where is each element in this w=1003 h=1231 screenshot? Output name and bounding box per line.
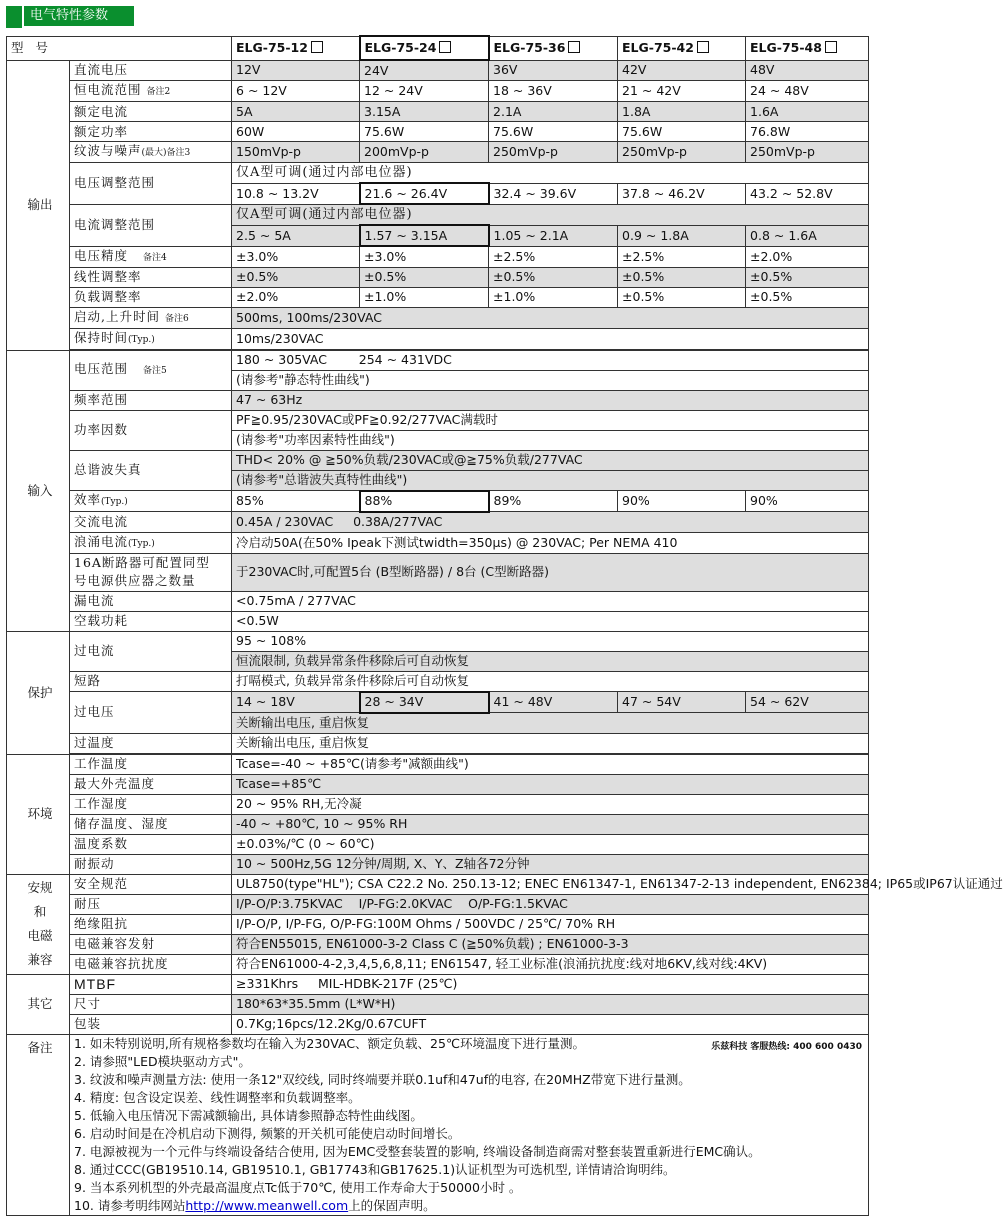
category-notes: 备注 bbox=[7, 1034, 70, 1215]
item-label: 温度系数 bbox=[70, 834, 232, 854]
table-row bbox=[7, 954, 869, 974]
value-cell: <0.5W bbox=[232, 611, 869, 631]
value-cell: 250mVp-p bbox=[746, 142, 869, 163]
table-row bbox=[7, 122, 869, 142]
value-cell: 76.8W bbox=[746, 122, 869, 142]
sub-note: 仅A型可调(通过内部电位器) bbox=[232, 163, 869, 184]
section-header bbox=[6, 6, 134, 28]
value-cell: 3.15A bbox=[360, 102, 489, 122]
meanwell-link[interactable]: http://www.meanwell.com bbox=[185, 1197, 349, 1213]
value-cell: 5A bbox=[232, 102, 360, 122]
note-line: 8. 通过CCC(GB19510.14, GB19510.1, GB17743和GB17625.1)认证机型为可选机型, 详情请洽询明纬。 bbox=[74, 1161, 676, 1177]
note-line: 4. 精度: 包含设定误差、线性调整率和负载调整率。 bbox=[74, 1089, 361, 1105]
value-cell: ±0.5% bbox=[746, 287, 869, 307]
value-cell: 500ms, 100ms/230VAC bbox=[232, 307, 869, 328]
item-label: 电磁兼容抗扰度 bbox=[70, 954, 232, 974]
table-row bbox=[7, 854, 869, 874]
table-row bbox=[7, 390, 869, 410]
checkbox-icon[interactable] bbox=[311, 41, 323, 53]
value-cell: 0.7Kg;16pcs/12.2Kg/0.67CUFT bbox=[232, 1014, 869, 1034]
value-cell: I/P-O/P:3.75KVAC I/P-FG:2.0KVAC O/P-FG:1.5KVAC bbox=[232, 894, 869, 914]
table-row bbox=[7, 410, 869, 430]
item-label: 浪涌电流(Typ.) bbox=[70, 532, 232, 553]
value-cell: 24V bbox=[360, 60, 489, 81]
item-label: 工作湿度 bbox=[70, 794, 232, 814]
category-output: 输出 bbox=[7, 60, 70, 350]
spec-table bbox=[6, 35, 1003, 1216]
item-label: 储存温度、湿度 bbox=[70, 814, 232, 834]
value-cell: 1.8A bbox=[618, 102, 746, 122]
value-cell: 89% bbox=[489, 491, 618, 512]
value-cell: 1.05 ~ 2.1A bbox=[489, 225, 618, 246]
value-cell: Tcase=+85℃ bbox=[232, 774, 869, 794]
checkbox-icon[interactable] bbox=[825, 41, 837, 53]
section-title: 电气特性参数 bbox=[24, 6, 134, 26]
category-others: 其它 bbox=[7, 974, 70, 1034]
table-row bbox=[7, 754, 869, 774]
value-cell: 10 ~ 500Hz,5G 12分钟/周期, X、Y、Z轴各72分钟 bbox=[232, 854, 869, 874]
value-cell: 符合EN55015, EN61000-3-2 Class C (≧50%负载) ; EN61000-3-3 bbox=[232, 934, 869, 954]
item-label: 绝缘阻抗 bbox=[70, 914, 232, 934]
value-cell: 关断输出电压, 重启恢复 bbox=[232, 713, 869, 734]
value-cell: 75.6W bbox=[360, 122, 489, 142]
table-row bbox=[7, 874, 869, 894]
item-label: 最大外壳温度 bbox=[70, 774, 232, 794]
item-label: 线性调整率 bbox=[70, 267, 232, 287]
item-label: 总谐波失真 bbox=[70, 450, 232, 491]
table-row bbox=[7, 1034, 869, 1215]
value-cell: <0.75mA / 277VAC bbox=[232, 591, 869, 611]
value-cell: ±1.0% bbox=[360, 287, 489, 307]
value-cell: ±0.5% bbox=[232, 267, 360, 287]
value-cell: 10ms/230VAC bbox=[232, 328, 869, 349]
value-cell: ≥331Khrs MIL-HDBK-217F (25℃) bbox=[232, 974, 869, 994]
item-label: 保持时间(Typ.) bbox=[70, 328, 232, 349]
model-cell[interactable]: ELG-75-36 bbox=[489, 36, 618, 60]
value-cell: 54 ~ 62V bbox=[746, 692, 869, 713]
model-row bbox=[7, 36, 869, 60]
value-cell: 48V bbox=[746, 60, 869, 81]
item-label: 电磁兼容发射 bbox=[70, 934, 232, 954]
item-label: 频率范围 bbox=[70, 390, 232, 410]
value-cell: 250mVp-p bbox=[618, 142, 746, 163]
category-environment: 环境 bbox=[7, 754, 70, 874]
note-line: 1. 如未特别说明,所有规格参数均在输入为230VAC、额定负载、25℃环境温度下进行量测。 bbox=[74, 1035, 585, 1051]
table-row bbox=[7, 974, 869, 994]
value-cell: PF≧0.95/230VAC或PF≧0.92/277VAC满载时 bbox=[232, 410, 869, 430]
model-label: 型 号 bbox=[7, 36, 232, 60]
item-label: 电流调整范围 bbox=[70, 204, 232, 246]
value-cell: 于230VAC时,可配置5台 (B型断路器) / 8台 (C型断路器) bbox=[232, 553, 869, 591]
category-input: 输入 bbox=[7, 350, 70, 631]
table-row bbox=[7, 491, 869, 512]
value-cell: 恒流限制, 负载异常条件移除后可自动恢复 bbox=[232, 651, 869, 671]
item-label: 电压范围 备注5 bbox=[70, 350, 232, 390]
item-label: 额定功率 bbox=[70, 122, 232, 142]
table-row bbox=[7, 894, 869, 914]
item-label: 负载调整率 bbox=[70, 287, 232, 307]
value-cell: ±3.0% bbox=[232, 246, 360, 267]
table-row bbox=[7, 671, 869, 692]
note-line: 10. 请参考明纬网站http://www.meanwell.com上的保固声明。 bbox=[74, 1197, 436, 1213]
model-cell[interactable]: ELG-75-24 bbox=[360, 36, 489, 60]
value-cell: 32.4 ~ 39.6V bbox=[489, 183, 618, 204]
value-cell: 90% bbox=[746, 491, 869, 512]
table-row bbox=[7, 512, 869, 533]
value-cell: 6 ~ 12V bbox=[232, 81, 360, 102]
item-label: 过电流 bbox=[70, 631, 232, 671]
value-cell: ±0.5% bbox=[746, 267, 869, 287]
value-cell: 符合EN61000-4-2,3,4,5,6,8,11; EN61547, 轻工业标准(浪涌抗扰度:线对地6KV,线对线:4KV) bbox=[232, 954, 869, 974]
value-cell: 打嗝模式, 负载异常条件移除后可自动恢复 bbox=[232, 671, 869, 692]
value-cell: 47 ~ 63Hz bbox=[232, 390, 869, 410]
value-cell: 0.8 ~ 1.6A bbox=[746, 225, 869, 246]
value-cell: THD< 20% @ ≧50%负载/230VAC或@≧75%负载/277VAC bbox=[232, 450, 869, 470]
table-row bbox=[7, 204, 869, 225]
item-label: 耐压 bbox=[70, 894, 232, 914]
table-row bbox=[7, 692, 869, 713]
table-row bbox=[7, 267, 869, 287]
value-cell: ±0.5% bbox=[360, 267, 489, 287]
table-row bbox=[7, 328, 869, 349]
item-label: 电压调整范围 bbox=[70, 163, 232, 205]
value-cell: ±0.03%/℃ (0 ~ 60℃) bbox=[232, 834, 869, 854]
model-cell[interactable]: ELG-75-12 bbox=[232, 36, 360, 60]
value-cell: 90% bbox=[618, 491, 746, 512]
table-row bbox=[7, 102, 869, 122]
item-label: 过温度 bbox=[70, 733, 232, 753]
notes-block bbox=[70, 1034, 869, 1215]
note-line: 5. 低输入电压情况下需减额输出, 具体请参照静态特性曲线图。 bbox=[74, 1107, 423, 1123]
value-cell: 85% bbox=[232, 491, 360, 512]
note-line: 7. 电源被视为一个元件与终端设备结合使用, 因为EMC受整套装置的影响, 终端设备制造商需对整套装置重新进行EMC确认。 bbox=[74, 1143, 761, 1159]
table-row bbox=[7, 163, 869, 184]
table-row bbox=[7, 287, 869, 307]
value-cell: Tcase=-40 ~ +85℃(请参考"减额曲线") bbox=[232, 754, 869, 774]
model-cell[interactable]: ELG-75-48 bbox=[746, 36, 869, 60]
value-cell: ±0.5% bbox=[618, 267, 746, 287]
value-cell: 10.8 ~ 13.2V bbox=[232, 183, 360, 204]
checkbox-icon[interactable] bbox=[439, 41, 451, 53]
value-cell: 180*63*35.5mm (L*W*H) bbox=[232, 994, 869, 1014]
item-label: 包装 bbox=[70, 1014, 232, 1034]
value-cell: 关断输出电压, 重启恢复 bbox=[232, 733, 869, 753]
item-label: 额定电流 bbox=[70, 102, 232, 122]
item-label: MTBF bbox=[70, 974, 232, 994]
value-cell: 42V bbox=[618, 60, 746, 81]
note-line: 6. 启动时间是在冷机启动下测得, 频繁的开关机可能使启动时间增长。 bbox=[74, 1125, 461, 1141]
value-cell: (请参考"总谐波失真特性曲线") bbox=[232, 470, 869, 491]
value-cell: ±0.5% bbox=[489, 267, 618, 287]
value-cell: 180 ~ 305VAC 254 ~ 431VDC bbox=[232, 350, 869, 370]
value-cell: 60W bbox=[232, 122, 360, 142]
value-cell: UL8750(type"HL"); CSA C22.2 No. 250.13-12; ENEC EN61347-1, EN61347-2-13 independent, EN62384; IP65或IP67认证通过 bbox=[232, 874, 869, 894]
item-label: 安全规范 bbox=[70, 874, 232, 894]
value-cell: ±3.0% bbox=[360, 246, 489, 267]
value-cell: ±2.0% bbox=[746, 246, 869, 267]
value-cell: 21 ~ 42V bbox=[618, 81, 746, 102]
table-row bbox=[7, 81, 869, 102]
value-cell: 88% bbox=[360, 491, 489, 512]
table-row bbox=[7, 733, 869, 753]
value-cell: 41 ~ 48V bbox=[489, 692, 618, 713]
item-label: 工作温度 bbox=[70, 754, 232, 774]
item-label: 耐振动 bbox=[70, 854, 232, 874]
checkbox-icon[interactable] bbox=[697, 41, 709, 53]
value-cell: 200mVp-p bbox=[360, 142, 489, 163]
value-cell: 0.9 ~ 1.8A bbox=[618, 225, 746, 246]
value-cell: 28 ~ 34V bbox=[360, 692, 489, 713]
item-label: 启动,上升时间 备注6 bbox=[70, 307, 232, 328]
item-label: 效率(Typ.) bbox=[70, 491, 232, 512]
value-cell: (请参考"静态特性曲线") bbox=[232, 370, 869, 390]
table-row bbox=[7, 774, 869, 794]
sub-note: 仅A型可调(通过内部电位器) bbox=[232, 204, 869, 225]
value-cell: 冷启动50A(在50% Ipeak下测试twidth=350µs) @ 230VAC; Per NEMA 410 bbox=[232, 532, 869, 553]
table-row bbox=[7, 553, 869, 591]
value-cell: 95 ~ 108% bbox=[232, 631, 869, 651]
hotline: 乐兹科技 客服热线: 400 600 0430 bbox=[711, 1041, 863, 1052]
section-marker-icon bbox=[6, 6, 22, 28]
table-row bbox=[7, 60, 869, 81]
table-row bbox=[7, 794, 869, 814]
item-label: 直流电压 bbox=[70, 60, 232, 81]
table-row bbox=[7, 994, 869, 1014]
table-row bbox=[7, 591, 869, 611]
item-label: 短路 bbox=[70, 671, 232, 692]
value-cell: 250mVp-p bbox=[489, 142, 618, 163]
checkbox-icon[interactable] bbox=[568, 41, 580, 53]
item-label: 电压精度 备注4 bbox=[70, 246, 232, 267]
note-line: 3. 纹波和噪声测量方法: 使用一条12"双绞线, 同时终端要并联0.1uf和47uf的电容, 在20MHZ带宽下进行量测。 bbox=[74, 1071, 691, 1087]
note-line: 9. 当本系列机型的外壳最高温度点Tc低于70℃, 使用工作寿命大于50000小时 。 bbox=[74, 1179, 522, 1195]
item-label: 过电压 bbox=[70, 692, 232, 734]
item-label: 恒电流范围 备注2 bbox=[70, 81, 232, 102]
table-row bbox=[7, 450, 869, 470]
table-row bbox=[7, 834, 869, 854]
value-cell: 14 ~ 18V bbox=[232, 692, 360, 713]
table-row bbox=[7, 350, 869, 370]
value-cell: 0.45A / 230VAC 0.38A/277VAC bbox=[232, 512, 869, 533]
value-cell: 20 ~ 95% RH,无冷凝 bbox=[232, 794, 869, 814]
value-cell: ±2.5% bbox=[489, 246, 618, 267]
note-line: 2. 请参照"LED模块驱动方式"。 bbox=[74, 1053, 251, 1069]
table-row bbox=[7, 246, 869, 267]
category-protection: 保护 bbox=[7, 631, 70, 754]
value-cell: ±0.5% bbox=[618, 287, 746, 307]
item-label: 漏电流 bbox=[70, 591, 232, 611]
model-cell[interactable]: ELG-75-42 bbox=[618, 36, 746, 60]
table-row bbox=[7, 307, 869, 328]
table-row bbox=[7, 934, 869, 954]
value-cell: 12 ~ 24V bbox=[360, 81, 489, 102]
value-cell: 12V bbox=[232, 60, 360, 81]
item-label: 空载功耗 bbox=[70, 611, 232, 631]
item-label: 纹波与噪声(最大)备注3 bbox=[70, 142, 232, 163]
value-cell: 1.6A bbox=[746, 102, 869, 122]
value-cell: 2.5 ~ 5A bbox=[232, 225, 360, 246]
value-cell: 18 ~ 36V bbox=[489, 81, 618, 102]
item-label: 16A断路器可配置同型 号电源供应器之数量 bbox=[70, 553, 232, 591]
value-cell: (请参考"功率因素特性曲线") bbox=[232, 430, 869, 450]
value-cell: 75.6W bbox=[489, 122, 618, 142]
value-cell: 2.1A bbox=[489, 102, 618, 122]
value-cell: I/P-O/P, I/P-FG, O/P-FG:100M Ohms / 500VDC / 25℃/ 70% RH bbox=[232, 914, 869, 934]
value-cell: 75.6W bbox=[618, 122, 746, 142]
table-row bbox=[7, 532, 869, 553]
value-cell: ±2.5% bbox=[618, 246, 746, 267]
table-row bbox=[7, 1014, 869, 1034]
value-cell: 47 ~ 54V bbox=[618, 692, 746, 713]
value-cell: 36V bbox=[489, 60, 618, 81]
table-row bbox=[7, 914, 869, 934]
item-label: 尺寸 bbox=[70, 994, 232, 1014]
item-label: 功率因数 bbox=[70, 410, 232, 450]
item-label: 交流电流 bbox=[70, 512, 232, 533]
category-safety: 安规 和 电磁 兼容 bbox=[7, 874, 70, 974]
table-row bbox=[7, 142, 869, 163]
table-row bbox=[7, 631, 869, 651]
table-row bbox=[7, 611, 869, 631]
value-cell: 150mVp-p bbox=[232, 142, 360, 163]
value-cell: 1.57 ~ 3.15A bbox=[360, 225, 489, 246]
value-cell: ±1.0% bbox=[489, 287, 618, 307]
value-cell: -40 ~ +80℃, 10 ~ 95% RH bbox=[232, 814, 869, 834]
value-cell: 21.6 ~ 26.4V bbox=[360, 183, 489, 204]
value-cell: 43.2 ~ 52.8V bbox=[746, 183, 869, 204]
value-cell: 37.8 ~ 46.2V bbox=[618, 183, 746, 204]
table-row bbox=[7, 814, 869, 834]
value-cell: ±2.0% bbox=[232, 287, 360, 307]
value-cell: 24 ~ 48V bbox=[746, 81, 869, 102]
